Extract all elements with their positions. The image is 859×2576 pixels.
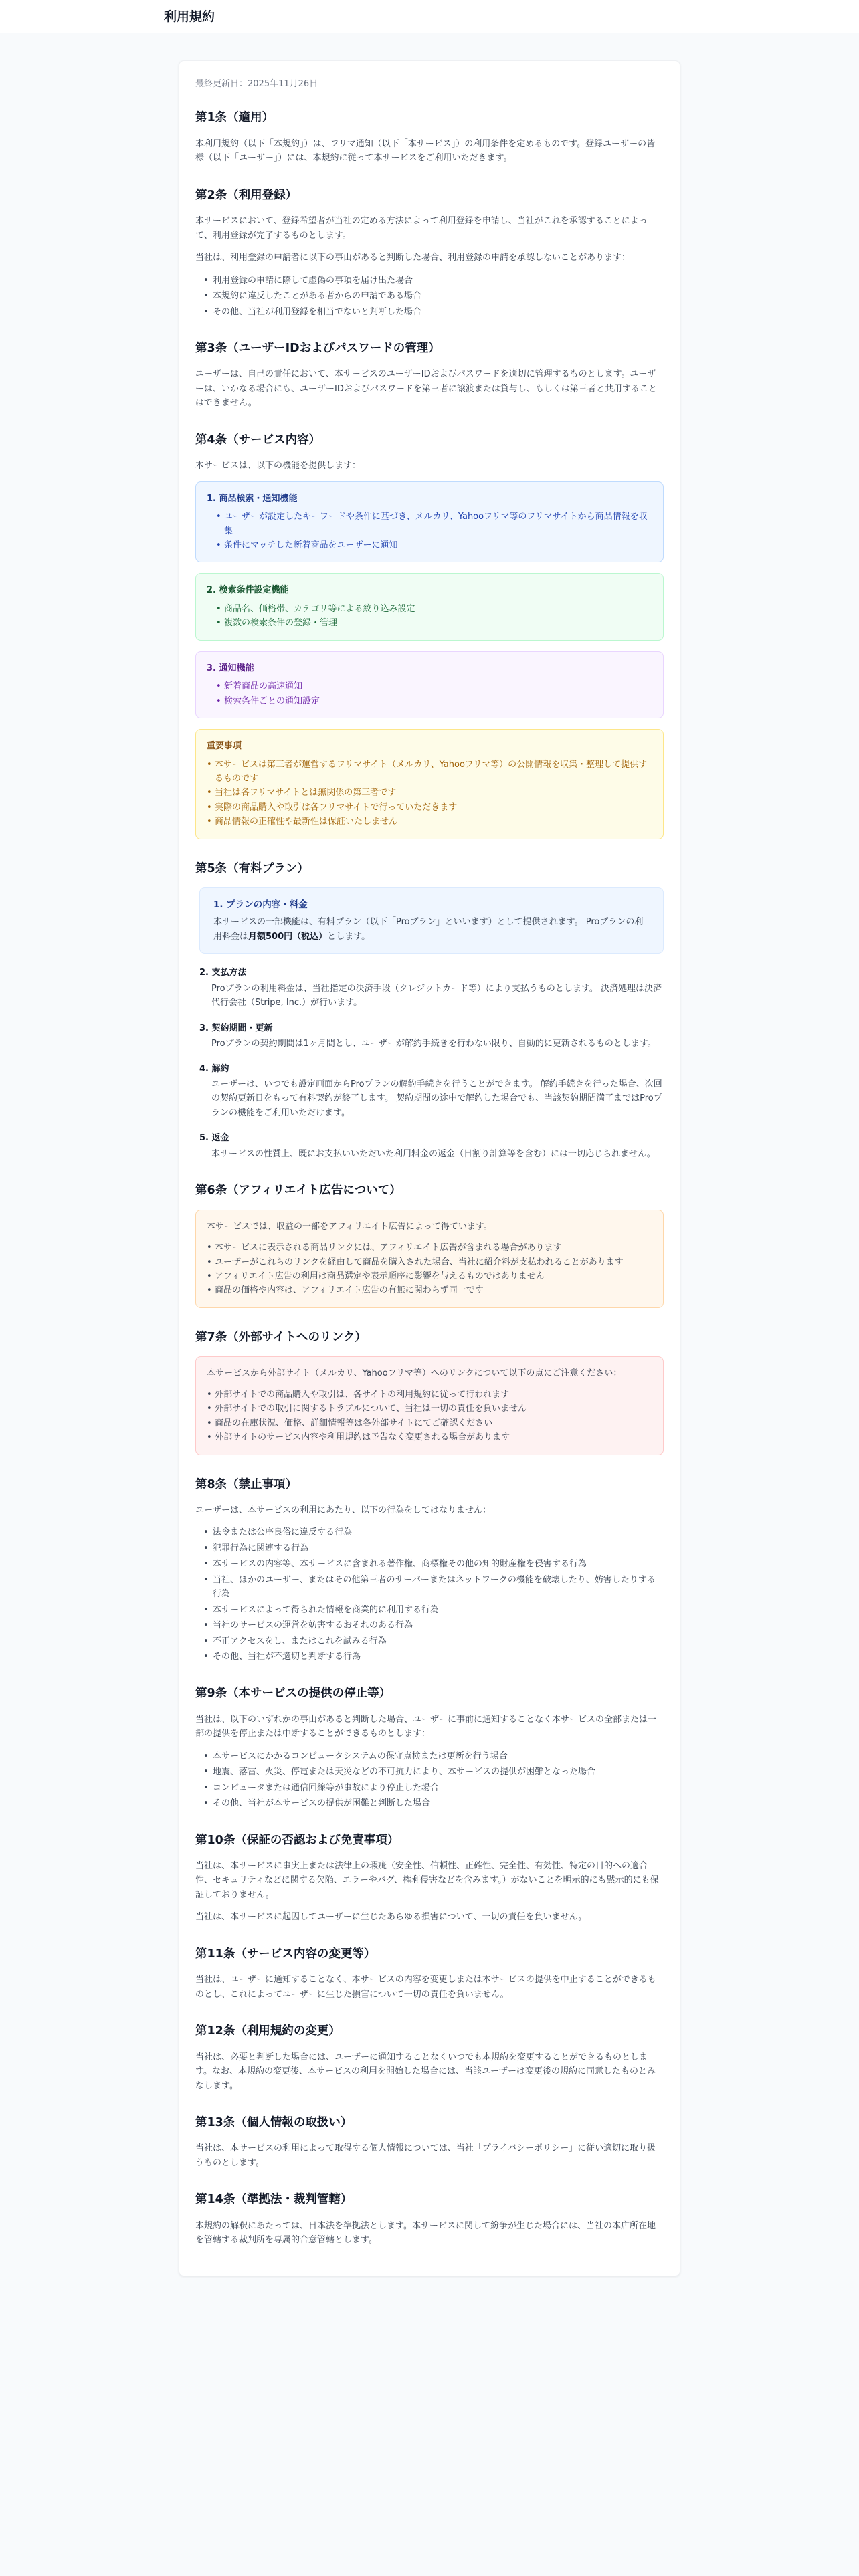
feature-box-title: 2. 検索条件設定機能: [207, 585, 289, 596]
feature-box-notification: [195, 651, 664, 718]
sub-title: 2. 支払方法: [199, 968, 247, 978]
list-item: • 商品名、価格帯、カテゴリ等による絞り込み設定: [216, 602, 652, 616]
list-item: • その他、当社が不適切と判断する行為: [203, 1650, 664, 1664]
article-10-text-1: 当社は、本サービスに事実上または法律上の瑕疵（安全性、信頼性、正確性、完全性、有効性、特定の目的への適合性、セキュリティなどに関する欠陥、エラーやバグ、権利侵害などを含みます。）がないことを明示的にも黙示的にも保証しておりません。: [195, 1861, 659, 1900]
article-14-text: 本規約の解釈にあたっては、日本法を準拠法とします。本サービスに関して紛争が生じた場合には、当社の本店所在地を管轄する裁判所を専属的合意管轄とします。: [195, 2220, 656, 2246]
feature-box-conditions: [195, 573, 664, 640]
feature-box-title: 3. 通知機能: [207, 663, 254, 673]
list-item: • 複数の検索条件の登録・管理: [216, 616, 652, 630]
list-item: • 商品の在庫状況、価格、詳細情報等は各外部サイトにてご確認ください: [207, 1416, 652, 1430]
refund-section: [199, 1131, 664, 1161]
article-1-title: 第1条（適用）: [195, 111, 274, 125]
list-item: • 外部サイトでの取引に関するトラブルについて、当社は一切の責任を負いません: [207, 1402, 652, 1416]
article-12-title: 第12条（利用規約の変更）: [195, 2024, 341, 2038]
affiliate-list: [207, 1241, 652, 1298]
list-item: • ユーザーが設定したキーワードや条件に基づき、メルカリ、Yahooフリマ等のフリマサイトから商品情報を収集: [216, 510, 652, 538]
list-item: • 当社、ほかのユーザー、またはその他第三者のサーバーまたはネットワークの機能を破壊したり、妨害したりする行為: [203, 1573, 664, 1602]
article-7-title: 第7条（外部サイトへのリンク）: [195, 1330, 367, 1344]
list-item: • 当社は各フリマサイトとは無関係の第三者です: [207, 786, 652, 800]
list-item: • その他、当社が利用登録を相当でないと判断した場合: [203, 305, 664, 319]
article-10-title: 第10条（保証の否認および免責事項）: [195, 1833, 399, 1847]
list-item: • ユーザーがこれらのリンクを経由して商品を購入された場合、当社に紹介料が支払われることがあります: [207, 1255, 652, 1269]
payment-method-section: [199, 966, 664, 1010]
list-item: • その他、当社が本サービスの提供が困難と判断した場合: [203, 1796, 664, 1810]
list-item: • 商品情報の正確性や最新性は保証いたしません: [207, 815, 652, 829]
list-item: • 本サービスは第三者が運営するフリマサイト（メルカリ、Yahooフリマ等）の公開情報を収集・整理して提供するものです: [207, 758, 652, 786]
list-item: • 当社のサービスの運営を妨害するおそれのある行為: [203, 1618, 664, 1632]
plan-text: [213, 915, 650, 944]
sub-text: Proプランの契約期間は1ヶ月間とし、ユーザーが解約手続きを行わない限り、自動的に更新されるものとします。: [211, 1039, 656, 1049]
notice-title: 重要事項: [207, 741, 242, 752]
notice-list: [207, 758, 652, 829]
important-notice-box: [195, 729, 664, 839]
page-body: [0, 33, 859, 2576]
article-13-text: 当社は、本サービスの利用によって取得する個人情報については、当社「プライバシーポリシー」に従い適切に取り扱うものとします。: [195, 2143, 656, 2168]
list-item: • 新着商品の高速通知: [216, 679, 652, 693]
contract-period-section: [199, 1021, 664, 1051]
sub-title: 5. 返金: [199, 1133, 229, 1144]
plan-title: 1. プランの内容・料金: [213, 899, 308, 911]
article-13-title: 第13条（個人情報の取扱い）: [195, 2115, 353, 2129]
list-item: • 本規約に違反したことがある者からの申請である場合: [203, 289, 664, 303]
list-item: • 本サービスにかかるコンピュータシステムの保守点検または更新を行う場合: [203, 1749, 664, 1763]
article-3-title: 第3条（ユーザーIDおよびパスワードの管理）: [195, 341, 440, 355]
terms-card: [179, 60, 680, 2276]
sub-text: ユーザーは、いつでも設定画面からProプランの解約手続きを行うことができます。 解約手続きを行った場合、次回の契約更新日をもって有料契約が終了します。 契約期間の途中で解約した場合でも、当該契約期間満了まではProプランの機能をご利用いただけます。: [211, 1079, 662, 1118]
list-item: • 不正アクセスをし、またはこれを試みる行為: [203, 1634, 664, 1648]
list-item: • 商品の価格や内容は、アフィリエイト広告の有無に関わらず同一です: [207, 1283, 652, 1297]
affiliate-intro: 本サービスでは、収益の一部をアフィリエイト広告によって得ています。: [207, 1221, 492, 1232]
list-item: • 地震、落雷、火災、停電または天災などの不可抗力により、本サービスの提供が困難となった場合: [203, 1765, 664, 1779]
article-11-text: 当社は、ユーザーに通知することなく、本サービスの内容を変更しまたは本サービスの提供を中止することができるものとし、これによってユーザーに生じた損害について一切の責任を負いません。: [195, 1975, 656, 2000]
article-2-title: 第2条（利用登録）: [195, 188, 298, 202]
sub-title: 3. 契約期間・更新: [199, 1023, 273, 1033]
last-updated: 最終更新日：2025年11月26日: [195, 79, 318, 89]
feature-list: [216, 510, 652, 552]
affiliate-box: [195, 1210, 664, 1308]
list-item: • 本サービスによって得られた情報を商業的に利用する行為: [203, 1603, 664, 1617]
suspension-list: [203, 1749, 664, 1811]
plan-text-after: とします。: [327, 931, 371, 942]
list-item: • 検索条件ごとの通知設定: [216, 694, 652, 708]
article-8-title: 第8条（禁止事項）: [195, 1477, 298, 1491]
external-links-box: [195, 1356, 664, 1455]
list-item: • 本サービスに表示される商品リンクには、アフィリエイト広告が含まれる場合があります: [207, 1241, 652, 1255]
page-title: 利用規約: [164, 9, 215, 24]
external-links-list: [207, 1388, 652, 1445]
plan-text-before: 本サービスの一部機能は、有料プラン（以下「Proプラン」といいます）として提供されます。 Proプランの利用料金は: [213, 917, 644, 942]
sub-text: 本サービスの性質上、既にお支払いいただいた利用料金の返金（日割り計算等を含む）には一切応じられません。: [211, 1148, 656, 1159]
article-10-text-2: 当社は、本サービスに起因してユーザーに生じたあらゆる損害について、一切の責任を負いません。: [195, 1912, 587, 1923]
article-4-title: 第4条（サービス内容）: [195, 433, 321, 447]
article-2-text-2: 当社は、利用登録の申請者に以下の事由があると判断した場合、利用登録の申請を承認しないことがあります：: [195, 253, 631, 263]
top-bar: [0, 0, 859, 33]
feature-box-title: 1. 商品検索・通知機能: [207, 493, 298, 504]
sub-title: 4. 解約: [199, 1063, 229, 1074]
list-item: • アフィリエイト広告の利用は商品選定や表示順序に影響を与えるものではありません: [207, 1269, 652, 1283]
list-item: • 外部サイトでの商品購入や取引は、各サイトの利用規約に従って行われます: [207, 1388, 652, 1402]
list-item: • 本サービスの内容等、本サービスに含まれる著作権、商標権その他の知的財産権を侵害する行為: [203, 1557, 664, 1571]
article-8-text: ユーザーは、本サービスの利用にあたり、以下の行為をしてはなりません：: [195, 1505, 492, 1516]
list-item: • 利用登録の申請に際して虚偽の事項を届け出た場合: [203, 274, 664, 288]
sub-text: Proプランの利用料金は、当社指定の決済手段（クレジットカード等）により支払うものとします。 決済処理は決済代行会社（Stripe, Inc.）が行います。: [211, 983, 662, 1008]
feature-list: [216, 679, 652, 708]
article-6-title: 第6条（アフィリエイト広告について）: [195, 1184, 401, 1198]
top-bar-inner: [164, 0, 695, 35]
list-item: • コンピュータまたは通信回線等が事故により停止した場合: [203, 1781, 664, 1795]
article-5-title: 第5条（有料プラン）: [195, 861, 309, 875]
list-item: • 実際の商品購入や取引は各フリマサイトで行っていただきます: [207, 800, 652, 815]
external-links-intro: 本サービスから外部サイト（メルカリ、Yahooフリマ等）へのリンクについて以下の点にご注意ください：: [207, 1368, 622, 1379]
article-2-list: [203, 274, 664, 319]
feature-box-search: [195, 481, 664, 563]
list-item: • 犯罪行為に関連する行為: [203, 1541, 664, 1555]
cancellation-section: [199, 1062, 664, 1121]
list-item: • 条件にマッチした新着商品をユーザーに通知: [216, 538, 652, 552]
article-14-title: 第14条（準拠法・裁判管轄）: [195, 2193, 353, 2207]
article-1-text: 本利用規約（以下「本規約」）は、フリマ通知（以下「本サービス」）の利用条件を定めるものです。登録ユーザーの皆様（以下「ユーザー」）には、本規約に従って本サービスをご利用いただきます。: [195, 138, 656, 164]
list-item: • 法令または公序良俗に違反する行為: [203, 1525, 664, 1539]
article-9-text: 当社は、以下のいずれかの事由があると判断した場合、ユーザーに事前に通知することなく本サービスの全部または一部の提供を停止または中断することができるものとします：: [195, 1714, 657, 1739]
prohibited-list: [203, 1525, 664, 1664]
article-9-title: 第9条（本サービスの提供の停止等）: [195, 1687, 391, 1701]
plan-price: 月額500円（税込）: [248, 931, 328, 942]
article-3-text: ユーザーは、自己の責任において、本サービスのユーザーIDおよびパスワードを適切に管理するものとします。ユーザーは、いかなる場合にも、ユーザーIDおよびパスワードを第三者に譲渡または貸与し、もしくは第三者と共用することはできません。: [195, 369, 657, 409]
article-12-text: 当社は、必要と判断した場合には、ユーザーに通知することなくいつでも本規約を変更することができるものとします。なお、本規約の変更後、本サービスの利用を開始した場合には、当該ユーザーは変更後の規約に同意したものとみなします。: [195, 2052, 656, 2091]
list-item: • 外部サイトのサービス内容や利用規約は予告なく変更される場合があります: [207, 1430, 652, 1444]
article-11-title: 第11条（サービス内容の変更等）: [195, 1947, 376, 1961]
feature-list: [216, 602, 652, 631]
article-4-text: 本サービスは、以下の機能を提供します：: [195, 461, 361, 471]
plan-price-box: [199, 887, 664, 954]
article-2-text-1: 本サービスにおいて、登録希望者が当社の定める方法によって利用登録を申請し、当社がこれを承認することによって、利用登録が完了するものとします。: [195, 216, 648, 241]
